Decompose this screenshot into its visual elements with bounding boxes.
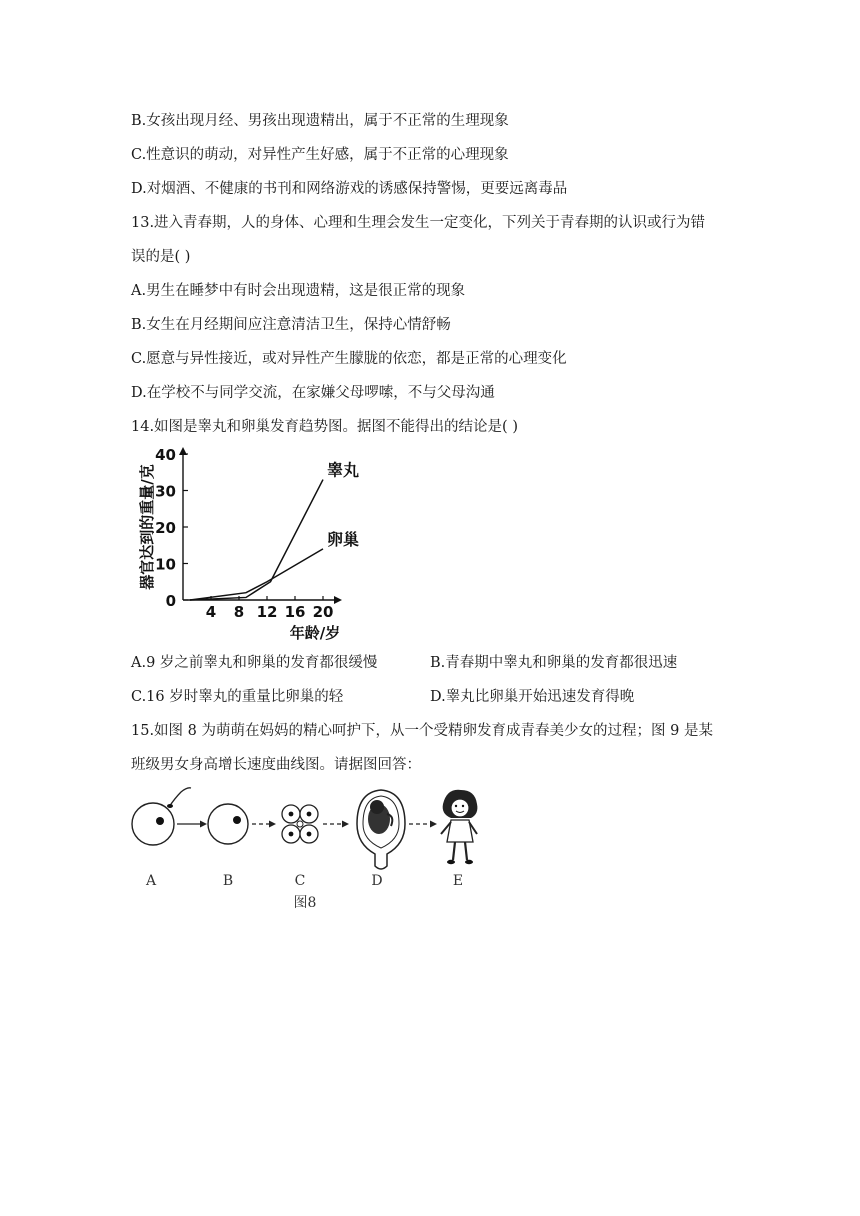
x-tick-label: 4 xyxy=(205,603,217,621)
series-label-testis: 睾丸 xyxy=(327,460,360,480)
series-label-ovary: 卵巢 xyxy=(327,529,360,549)
stage-b-zygote xyxy=(208,804,248,844)
figure-8-development xyxy=(125,784,485,914)
stage-label-e: E xyxy=(452,873,464,889)
y-tick-label: 10 xyxy=(155,555,176,574)
stage-a-fertilization xyxy=(132,788,191,845)
stage-c-cell-division xyxy=(282,805,318,843)
stage-e-girl xyxy=(441,790,477,864)
x-tick-label: 8 xyxy=(233,603,245,621)
stage-label-c: C xyxy=(294,873,306,889)
stage-label-b: B xyxy=(222,873,234,889)
series-line-ovary xyxy=(190,549,323,600)
y-tick-label: 30 xyxy=(155,482,176,501)
q13-option-a: A.男生在睡梦中有时会出现遗精，这是很正常的现象 xyxy=(131,283,466,299)
line-b-q12: B.女孩出现月经、男孩出现遗精出，属于不正常的生理现象 xyxy=(131,113,509,129)
question-13-stem-cont: 误的是( ) xyxy=(131,249,191,265)
q14-option-d: D.睾丸比卵巢开始迅速发育得晚 xyxy=(430,689,635,705)
y-tick-label: 0 xyxy=(165,592,176,610)
question-13-stem: 13.进入青春期，人的身体、心理和生理会发生一定变化，下列关于青春期的认识或行为错 xyxy=(131,215,706,231)
x-tick-label: 12 xyxy=(256,603,278,621)
stage-d-fetus xyxy=(357,790,405,869)
organ-weight-chart xyxy=(125,445,375,645)
line-d-q12: D.对烟酒、不健康的书刊和网络游戏的诱感保持警惕，更要远离毒品 xyxy=(131,181,568,197)
q13-option-c: C.愿意与异性接近，或对异性产生朦胧的依恋，都是正常的心理变化 xyxy=(131,351,567,367)
question-14-stem: 14.如图是睾丸和卵巢发育趋势图。据图不能得出的结论是( ) xyxy=(131,419,518,435)
q13-option-b: B.女生在月经期间应注意清洁卫生，保持心情舒畅 xyxy=(131,317,451,333)
y-axis-label: 器官达到的重量/克 xyxy=(138,464,156,590)
y-tick-label: 40 xyxy=(155,446,176,464)
x-tick-label: 16 xyxy=(284,603,306,621)
series-line-testis xyxy=(190,480,323,600)
x-tick-label: 20 xyxy=(312,603,334,621)
stage-label-a: A xyxy=(145,873,157,889)
q14-option-a: A.9 岁之前睾丸和卵巢的发育都很缓慢 xyxy=(131,655,378,671)
q14-option-b: B.青春期中睾丸和卵巢的发育都很迅速 xyxy=(430,655,678,671)
x-axis-label: 年龄/岁 xyxy=(289,624,341,642)
line-c-q12: C.性意识的萌动，对异性产生好感，属于不正常的心理现象 xyxy=(131,147,509,163)
x-axis-arrow xyxy=(334,596,342,604)
figure-8-caption: 图8 xyxy=(293,895,317,911)
stage-label-d: D xyxy=(371,873,383,889)
y-tick-label: 20 xyxy=(155,519,176,537)
q13-option-d: D.在学校不与同学交流，在家嫌父母啰嗦，不与父母沟通 xyxy=(131,385,495,401)
question-15-stem-cont: 班级男女身高增长速度曲线图。请据图回答： xyxy=(131,757,421,773)
q14-option-c: C.16 岁时睾丸的重量比卵巢的轻 xyxy=(131,689,344,705)
question-15-stem: 15.如图 8 为萌萌在妈妈的精心呵护下，从一个受精卵发育成青春美少女的过程；图 9 是某 xyxy=(131,723,713,739)
